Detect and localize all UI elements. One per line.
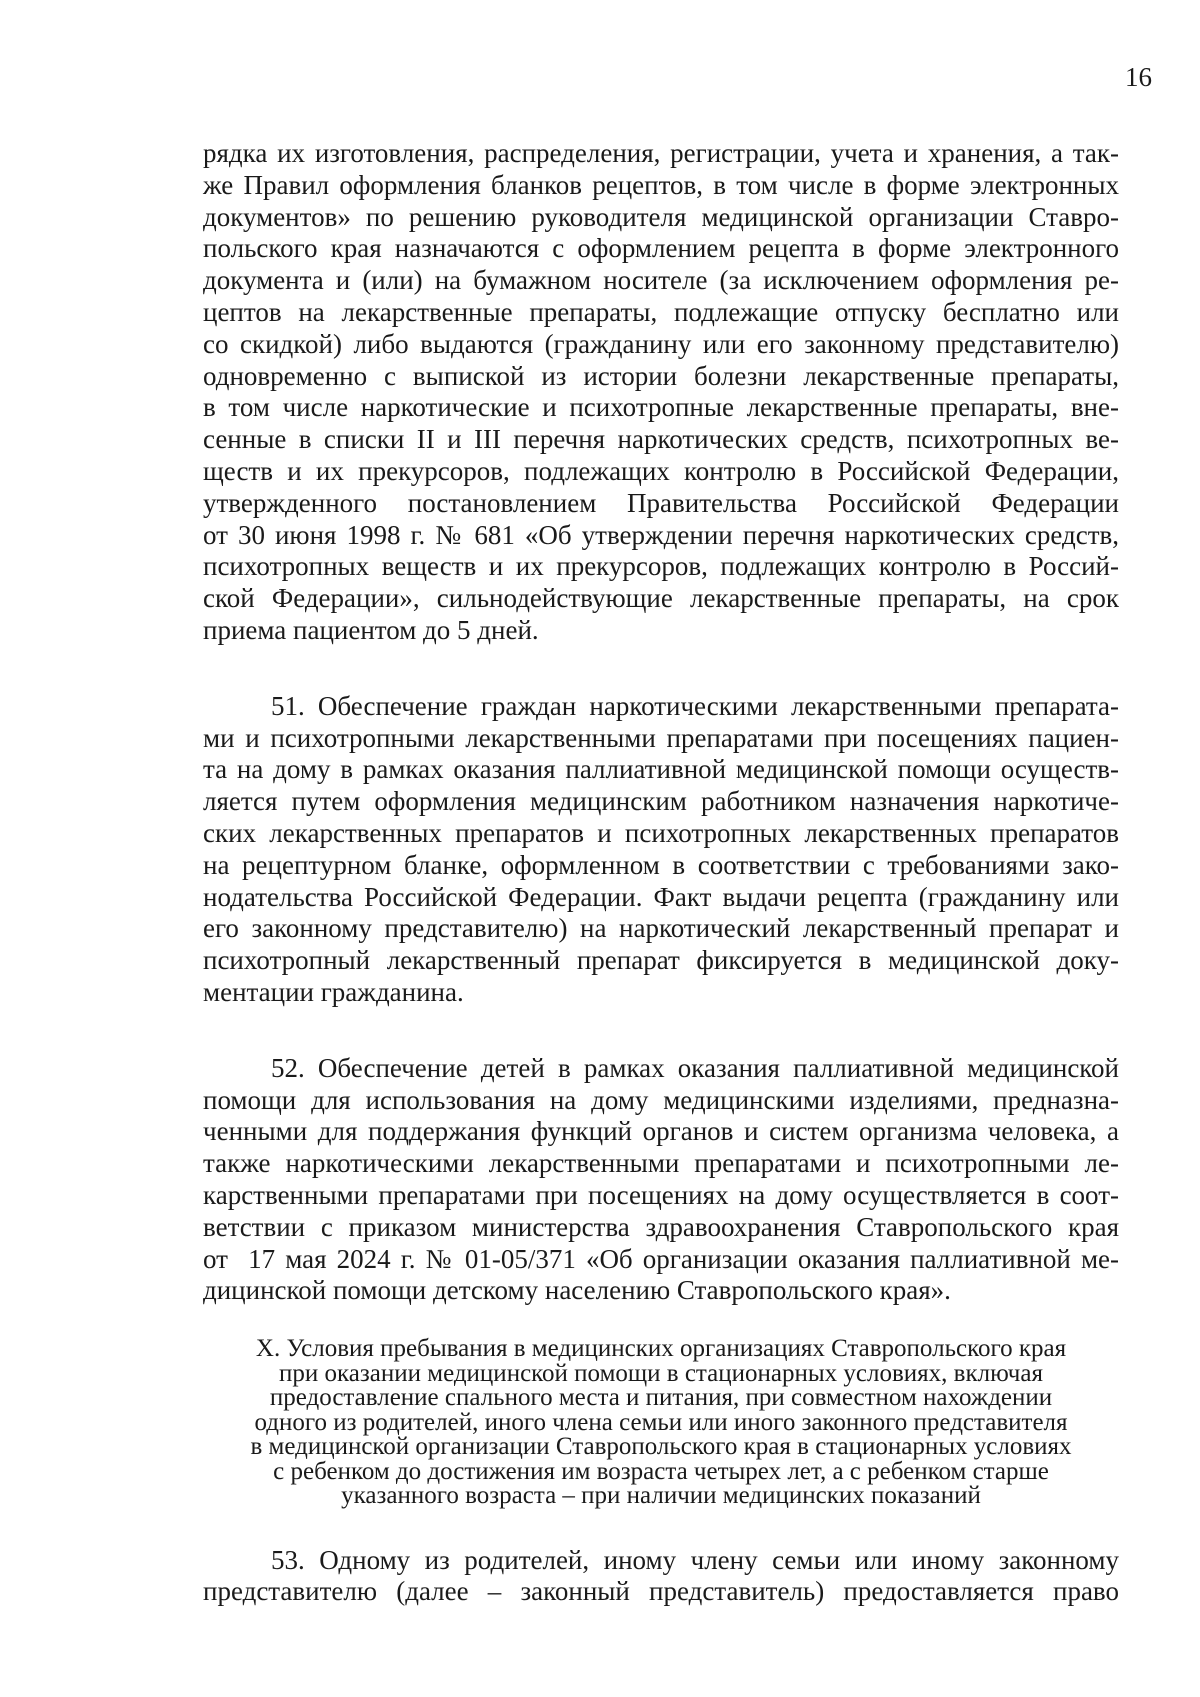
text-line: ских лекарственных препаратов и психотропных лекарственных препаратов bbox=[203, 817, 1119, 848]
text-line: утвержденного постановлением Правительства Российской Федерации bbox=[203, 487, 1119, 518]
heading-line: указанного возраста – при наличии медицинских показаний bbox=[341, 1482, 981, 1510]
text-line: дицинской помощи детскому населению Ставропольского края». bbox=[203, 1275, 951, 1306]
text-line: ляется путем оформления медицинским работником назначения наркотиче- bbox=[203, 786, 1119, 817]
text-line: та на дому в рамках оказания паллиативной медицинской помощи осуществ- bbox=[203, 754, 1119, 785]
heading-line: с ребенком до достижения им возраста четырех лет, а с ребенком старше bbox=[273, 1457, 1049, 1485]
text-line: карственными препаратами при посещениях на дому осуществляется в соот- bbox=[203, 1179, 1119, 1210]
heading-line: одного из родителей, иного члена семьи или иного законного представителя bbox=[254, 1408, 1068, 1436]
paragraph-continuation bbox=[203, 138, 1119, 647]
paragraph-item-53 bbox=[203, 1545, 1119, 1609]
text-line: цептов на лекарственные препараты, подлежащие отпуску бесплатно или bbox=[203, 296, 1119, 327]
text-line: от 30 июня 1998 г. № 681 «Об утверждении перечня наркотических средств, bbox=[203, 519, 1119, 550]
paragraph-item-52 bbox=[203, 1053, 1119, 1307]
text-line: ми и психотропными лекарственными препаратами при посещениях пациен- bbox=[203, 722, 1119, 753]
text-line: документа и (или) на бумажном носителе (за исключением оформления ре- bbox=[203, 265, 1119, 296]
text-line: его законному представителю) на наркотический лекарственный препарат и bbox=[203, 913, 1119, 944]
text-line: 52. Обеспечение детей в рамках оказания паллиативной медицинской bbox=[271, 1052, 1119, 1083]
heading-line: X. Условия пребывания в медицинских организациях Ставропольского края bbox=[255, 1335, 1067, 1363]
text-line: психотропных веществ и их прекурсоров, подлежащих контролю в Россий- bbox=[203, 551, 1119, 582]
text-line: ществ и их прекурсоров, подлежащих контролю в Российской Федерации, bbox=[203, 455, 1119, 486]
page-number: 16 bbox=[1125, 62, 1152, 92]
heading-line: в медицинской организации Ставропольского края в стационарных условиях bbox=[250, 1433, 1072, 1461]
text-line: сенные в списки II и III перечня наркотических средств, психотропных ве- bbox=[203, 424, 1119, 455]
text-line: в том числе наркотические и психотропные лекарственные препараты, вне- bbox=[203, 392, 1119, 423]
heading-line: при оказании медицинской помощи в стационарных условиях, включая bbox=[279, 1359, 1043, 1387]
text-line: документов» по решению руководителя медицинской организации Ставро- bbox=[203, 201, 1119, 232]
text-line: также наркотическими лекарственными препаратами и психотропными ле- bbox=[203, 1148, 1119, 1179]
text-line: представителю (далее – законный представитель) предоставляется право bbox=[203, 1576, 1119, 1607]
text-line: одновременно с выпиской из истории болезни лекарственные препараты, bbox=[203, 360, 1119, 391]
text-line: приема пациентом до 5 дней. bbox=[203, 614, 539, 645]
text-line: ветствии с приказом министерства здравоохранения Ставропольского края bbox=[203, 1211, 1119, 1242]
text-line: на рецептурном бланке, оформленном в соответствии с требованиями зако- bbox=[203, 849, 1119, 880]
paragraph-item-51 bbox=[203, 691, 1119, 1009]
text-line: помощи для использования на дому медицинскими изделиями, предназна- bbox=[203, 1084, 1119, 1115]
document-body bbox=[203, 138, 1119, 1608]
section-heading-x bbox=[203, 1337, 1119, 1509]
text-line: 51. Обеспечение граждан наркотическими лекарственными препарата- bbox=[271, 690, 1119, 721]
heading-line: предоставление спального места и питания, при совместном нахождении bbox=[269, 1384, 1053, 1412]
text-line: нодательства Российской Федерации. Факт выдачи рецепта (гражданину или bbox=[203, 881, 1119, 912]
text-line: ченными для поддержания функций органов и систем организма человека, а bbox=[203, 1116, 1119, 1147]
text-line: 53. Одному из родителей, иному члену семьи или иному законному bbox=[271, 1544, 1119, 1575]
text-line: со скидкой) либо выдаются (гражданину или его законному представителю) bbox=[203, 328, 1119, 359]
text-line: же Правил оформления бланков рецептов, в том числе в форме электронных bbox=[203, 169, 1119, 200]
text-line: ментации гражданина. bbox=[203, 976, 464, 1007]
text-line: от 17 мая 2024 г. № 01-05/371 «Об организации оказания паллиативной ме- bbox=[203, 1243, 1119, 1274]
text-line: польского края назначаются с оформлением рецепта в форме электронного bbox=[203, 233, 1119, 264]
text-line: ской Федерации», сильнодействующие лекарственные препараты, на срок bbox=[203, 583, 1119, 614]
text-line: рядка их изготовления, распределения, регистрации, учета и хранения, а так- bbox=[203, 138, 1119, 168]
text-line: психотропный лекарственный препарат фиксируется в медицинской доку- bbox=[203, 945, 1119, 976]
